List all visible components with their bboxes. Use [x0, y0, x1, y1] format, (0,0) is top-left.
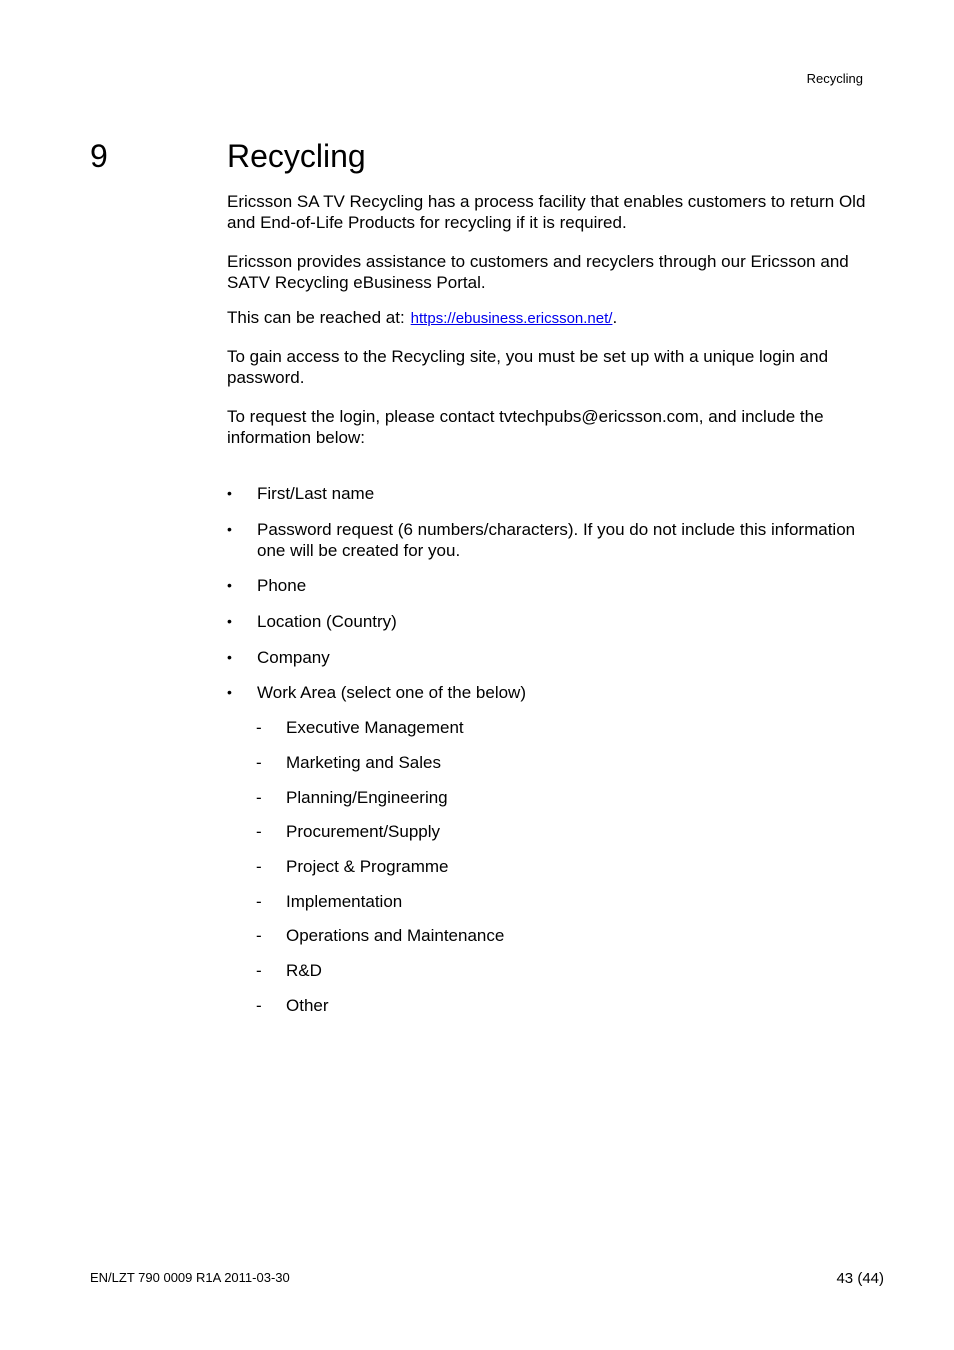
list-item-text: Password request (6 numbers/characters). If you do not include this information one will be created for you. — [257, 520, 856, 560]
list-item-text: Work Area (select one of the below) — [257, 683, 526, 702]
work-area-text: Operations and Maintenance — [286, 926, 505, 945]
work-area-item — [256, 752, 856, 773]
dash-marker: - — [256, 822, 262, 841]
work-area-text: Executive Management — [286, 718, 464, 737]
dash-marker: - — [256, 892, 262, 911]
work-area-item — [256, 960, 856, 981]
portal-link[interactable]: https://ebusiness.ericsson.net/ — [410, 310, 613, 327]
dash-marker: - — [256, 996, 262, 1015]
work-area-item — [256, 821, 856, 842]
doc-date: 2011-03-30 — [224, 1270, 290, 1285]
bullet-marker: • — [227, 649, 232, 665]
work-area-item — [256, 995, 856, 1016]
work-area-item — [256, 925, 856, 946]
list-item-text: Company — [257, 648, 330, 667]
dash-marker: - — [256, 857, 262, 876]
list-item — [227, 575, 887, 596]
work-area-text: Marketing and Sales — [286, 753, 441, 772]
portal-link-paragraph — [227, 307, 887, 329]
list-item — [227, 519, 887, 561]
list-item — [227, 611, 887, 632]
list-item-text: Phone — [257, 576, 307, 595]
work-area-item — [256, 856, 856, 877]
chapter-number: 9 — [90, 138, 108, 174]
assistance-paragraph: Ericsson provides assistance to customers and recyclers through our Ericsson and SATV Recycling eBusiness Portal. — [227, 252, 849, 292]
bullet-marker: • — [227, 521, 232, 537]
request-paragraph: To request the login, please contact tvtechpubs@ericsson.com, and include the information below: — [227, 407, 824, 447]
work-area-item — [256, 891, 856, 912]
work-area-text: Planning/Engineering — [286, 788, 448, 807]
footer-doc-id — [90, 1270, 290, 1285]
bullet-marker: • — [227, 485, 232, 501]
work-area-text: Implementation — [286, 892, 403, 911]
doc-id: EN/LZT 790 0009 R1A — [90, 1270, 221, 1285]
bullet-marker: • — [227, 613, 232, 629]
access-paragraph: To gain access to the Recycling site, you must be set up with a unique login and password. — [227, 347, 829, 387]
dash-marker: - — [256, 961, 262, 980]
work-area-text: R&D — [286, 961, 322, 980]
page-number: 43 (44) — [836, 1270, 884, 1287]
dash-marker: - — [256, 788, 262, 807]
list-item — [227, 682, 887, 703]
work-area-text: Procurement/Supply — [286, 822, 441, 841]
portal-link-prefix: This can be reached at: — [227, 308, 405, 327]
list-item — [227, 483, 887, 504]
dash-marker: - — [256, 753, 262, 772]
chapter-title: Recycling — [227, 138, 366, 174]
work-area-text: Other — [286, 996, 329, 1015]
running-header: Recycling — [806, 71, 863, 86]
work-area-item — [256, 717, 856, 738]
list-item-text: First/Last name — [257, 484, 375, 503]
intro-paragraph: Ericsson SA TV Recycling has a process facility that enables customers to return Old and End-of-Life Products for recycling if it is required. — [227, 192, 866, 232]
dash-marker: - — [256, 718, 262, 737]
portal-link-suffix: . — [612, 308, 618, 327]
list-item — [227, 647, 887, 668]
bullet-marker: • — [227, 684, 232, 700]
work-area-item — [256, 787, 856, 808]
bullet-marker: • — [227, 577, 232, 593]
dash-marker: - — [256, 926, 262, 945]
list-item-text: Location (Country) — [257, 612, 397, 631]
work-area-text: Project & Programme — [286, 857, 449, 876]
